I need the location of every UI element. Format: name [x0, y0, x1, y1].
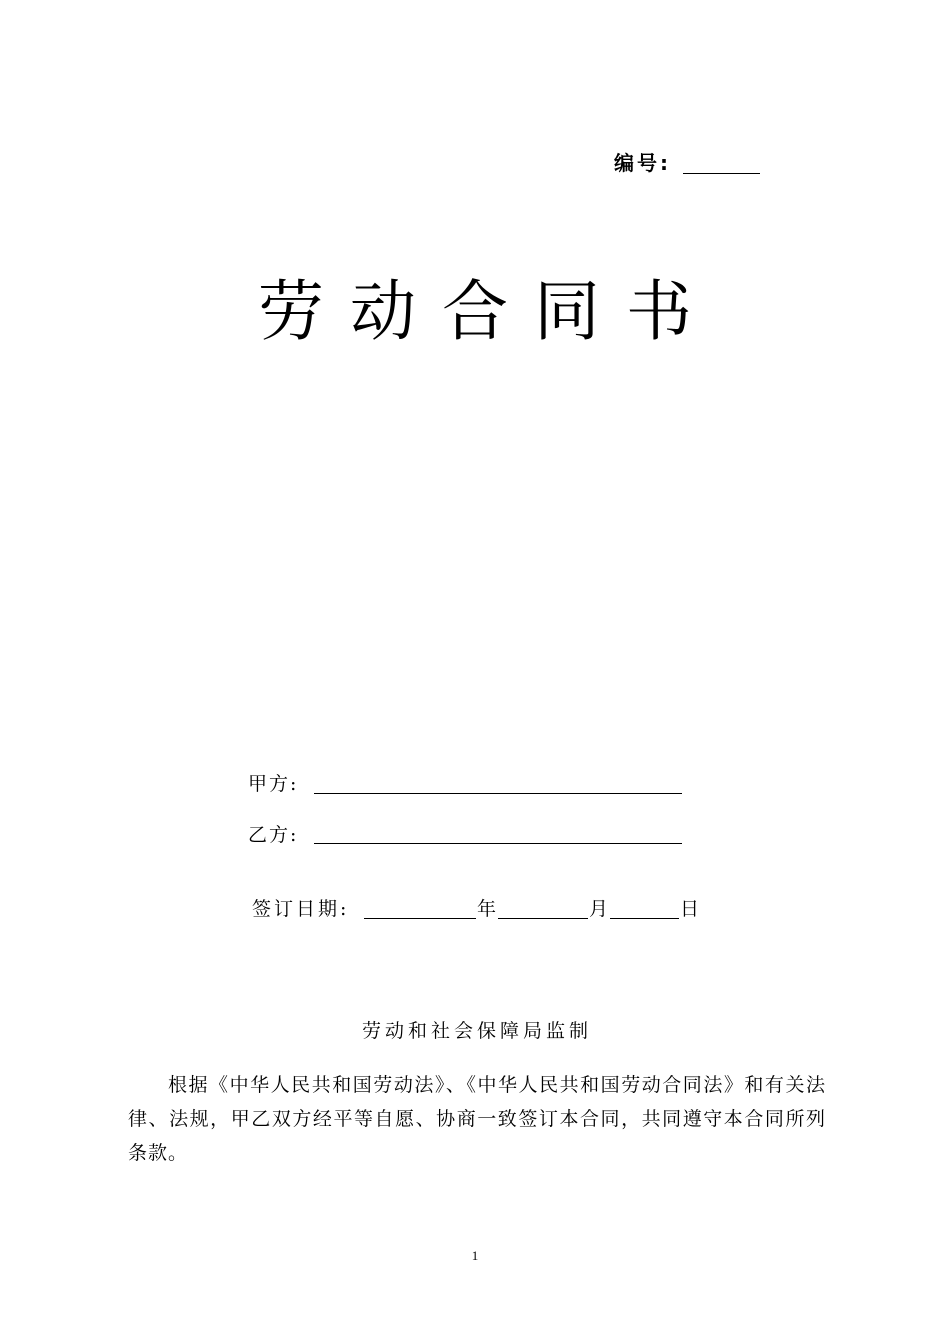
day-blank [610, 918, 679, 919]
serial-number-blank [683, 173, 760, 174]
party-a-label: 甲方: [248, 773, 299, 795]
serial-number-label: 编号: [614, 151, 671, 175]
document-title: 劳动合同书 [258, 273, 718, 350]
intro-paragraph: 根据《中华人民共和国劳动法》、《中华人民共和国劳动合同法》和有关法律、法规，甲乙双方经平等自愿、协商一致签订本合同，共同遵守本合同所列条款。 [128, 1074, 826, 1164]
day-unit: 日 [680, 898, 700, 920]
party-b-label: 乙方: [248, 824, 299, 846]
month-unit: 月 [589, 898, 609, 920]
month-blank [498, 918, 588, 919]
signing-date-label: 签订日期: [252, 898, 350, 920]
party-a-blank [314, 793, 682, 794]
party-b-blank [314, 843, 682, 844]
page-number: 1 [471, 1248, 479, 1263]
year-unit: 年 [477, 898, 497, 920]
year-blank [364, 918, 476, 919]
supervisor-line: 劳动和社会保障局监制 [361, 1020, 592, 1042]
